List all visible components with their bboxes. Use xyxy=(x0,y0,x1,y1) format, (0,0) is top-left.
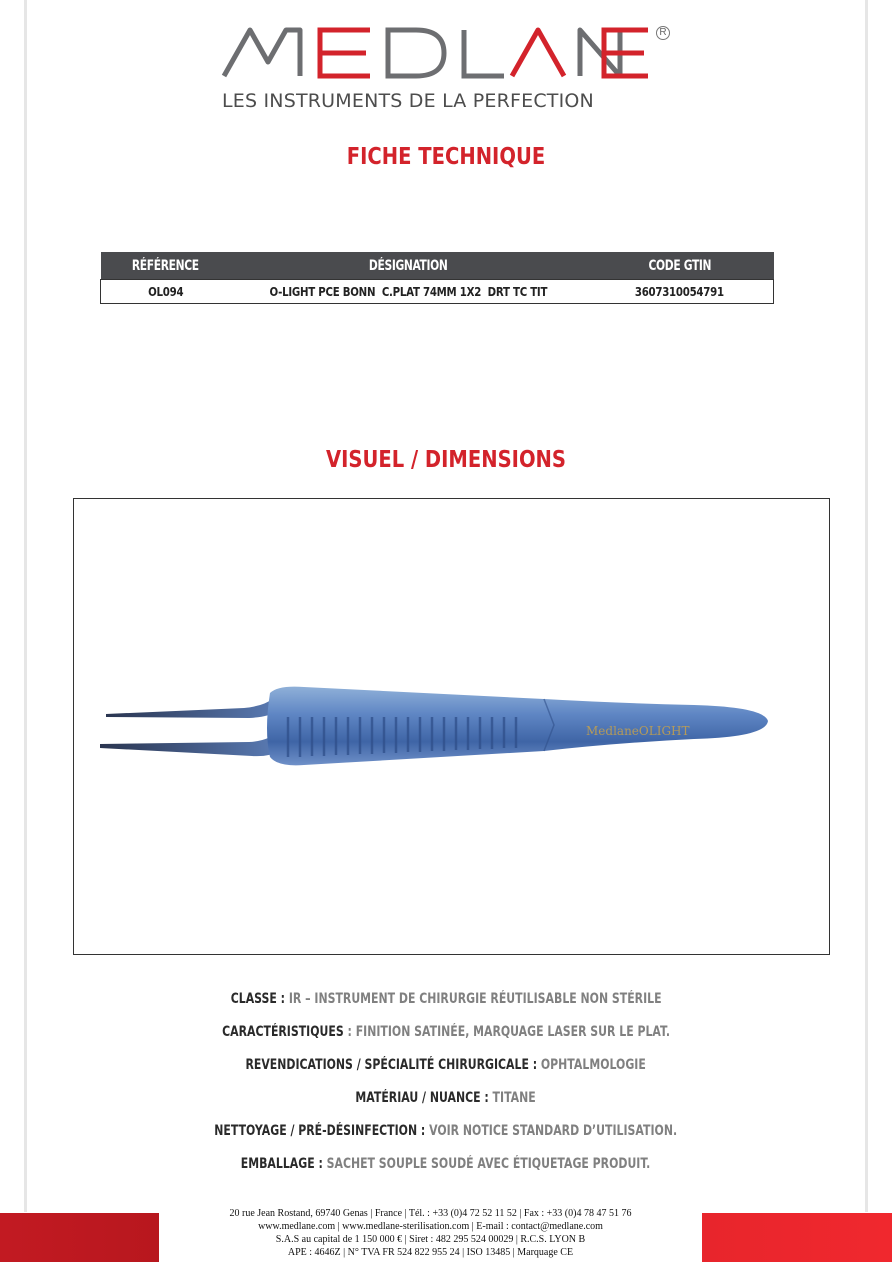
visual-title: VISUEL / DIMENSIONS xyxy=(325,447,567,473)
table-row xyxy=(101,280,774,304)
footer-bar-left xyxy=(0,1213,159,1262)
reference-table xyxy=(100,252,774,304)
brand-tagline: LES INSTRUMENTS DE LA PERFECTION xyxy=(222,90,594,112)
spec-specialite: REVENDICATIONS / SPÉCIALITÉ CHIRURGICALE : OPHTALMOLOGIE xyxy=(245,1057,647,1073)
forceps-image xyxy=(74,499,831,956)
footer-address: 20 rue Jean Rostand, 69740 Genas | France | Tél. : +33 (0)4 72 52 11 52 | Fax : +33 (0)4 78 47 51 76 xyxy=(229,1208,632,1219)
specs-list xyxy=(0,986,892,1184)
medlane-wordmark xyxy=(220,24,680,86)
footer-contact xyxy=(159,1207,702,1259)
header-reference: RÉFÉRENCE xyxy=(101,252,231,280)
laser-engraving: MedlaneOLIGHT xyxy=(586,724,690,738)
spec-emballage: EMBALLAGE : SACHET SOUPLE SOUDÉ AVEC ÉTIQUETAGE PRODUIT. xyxy=(241,1156,651,1172)
product-image-frame xyxy=(73,498,830,955)
header-gtin: CODE GTIN xyxy=(586,252,774,280)
footer-bar-right xyxy=(702,1213,892,1262)
cell-designation: O-LIGHT PCE BONN C.PLAT 74MM 1X2 DRT TC TIT xyxy=(231,280,586,304)
spec-caracteristiques: CARACTÉRISTIQUES : FINITION SATINÉE, MARQUAGE LASER SUR LE PLAT. xyxy=(222,1024,670,1040)
cell-reference: OL094 xyxy=(101,280,231,304)
cell-gtin: 3607310054791 xyxy=(586,280,774,304)
fiche-title: FICHE TECHNIQUE xyxy=(346,144,546,170)
footer-legal: S.A.S au capital de 1 150 000 € | Siret : 482 295 524 00029 | R.C.S. LYON B xyxy=(275,1234,586,1245)
registered-trademark: R xyxy=(656,26,670,40)
header-designation: DÉSIGNATION xyxy=(231,252,586,280)
spec-materiau: MATÉRIAU / NUANCE : TITANE xyxy=(355,1090,537,1106)
footer-certifications: APE : 4646Z | N° TVA FR 524 822 955 24 | ISO 13485 | Marquage CE xyxy=(287,1247,574,1258)
footer-web: www.medlane.com | www.medlane-sterilisation.com | E-mail : contact@medlane.com xyxy=(258,1221,603,1232)
table-header-row xyxy=(101,252,774,280)
spec-nettoyage: NETTOYAGE / PRÉ-DÉSINFECTION : VOIR NOTICE STANDARD D’UTILISATION. xyxy=(214,1123,678,1139)
spec-classe: CLASSE : IR – INSTRUMENT DE CHIRURGIE RÉUTILISABLE NON STÉRILE xyxy=(230,991,662,1007)
